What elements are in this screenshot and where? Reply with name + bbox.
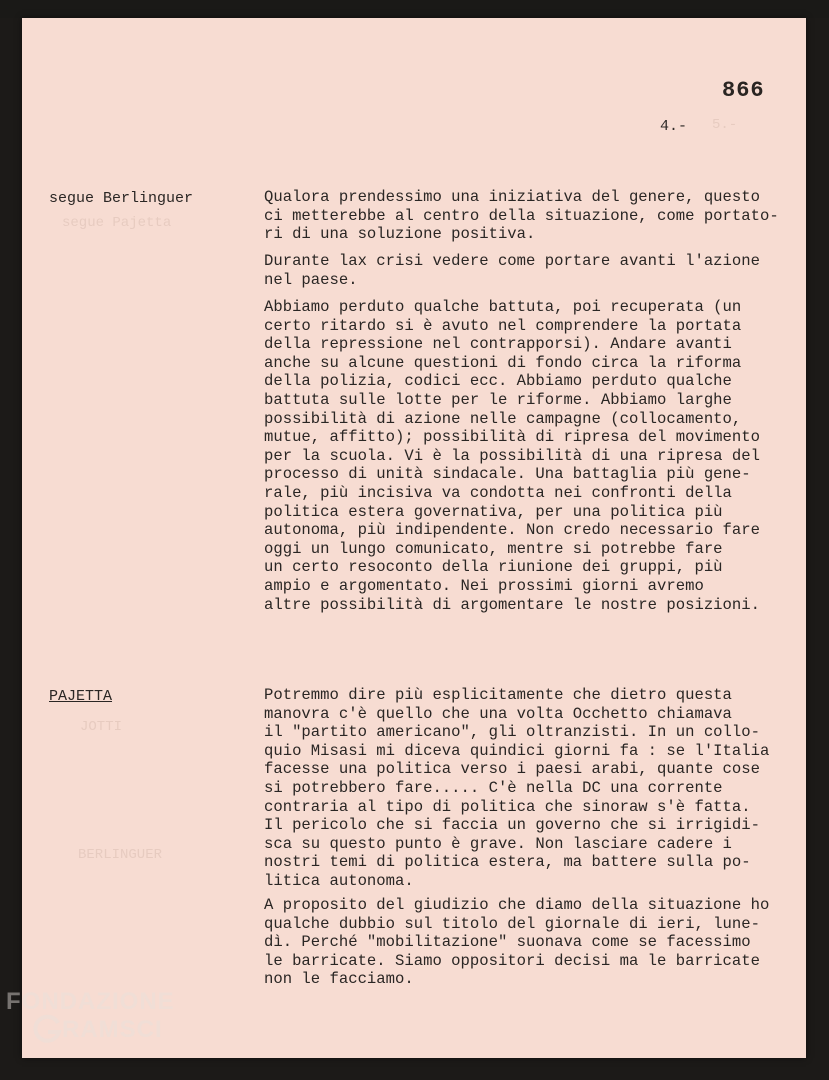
speaker-label-berlinguer: segue Berlinguer [49, 190, 194, 207]
watermark-line-1: FONDAZIONE [6, 988, 175, 1015]
show-through-ghost-2: JOTTI [80, 719, 123, 735]
paragraph: A proposito del giudizio che diamo della situazione ho qualche dubbio sul titolo del giornale di ieri, lune- dì. Perché "mobilitazione" suonava come se facessimo le barricate. Siamo oppositori decisi ma le barricate non le facciamo. [264, 896, 770, 989]
paragraph: Abbiamo perduto qualche battuta, poi recuperata (un certo ritardo si è avuto nel comprendere la portata della repressione nel contrapporsi). Andare avanti anche su alcune questioni di fondo circa la riforma della polizia, codici ecc. Abbiamo perduto qualche battuta sulle lotte per le riforme. Abbiamo larghe possibilità di azione nelle campagne (collocamento, mutue, affitto); possibilità di ripresa del movimento per la scuola. Vi è la possibilità di una ripresa del processo di unità sindacale. Una battaglia più gene- rale, più incisiva va condotta nei confronti della politica estera governativa, per una politica più autonoma, più indipendente. Non credo necessario fare oggi un lungo comunicato, mentre si potrebbe fare un certo resoconto della riunione dei gruppi, più ampio e argomentato. Nei prossimi giorni avremo altre possibilità di argomentare le nostre posizioni. [264, 298, 760, 614]
show-through-ghost-3: BERLINGUER [78, 847, 163, 863]
gramsci-g-logo-icon [32, 1014, 62, 1044]
paragraph: Durante lax crisi vedere come portare avanti l'azione nel paese. [264, 252, 760, 289]
speaker-label-pajetta: PAJETTA [49, 688, 113, 705]
show-through-ghost-1: segue Pajetta [62, 215, 172, 231]
paragraph: Potremmo dire più esplicitamente che dietro questa manovra c'è quello che una volta Occhetto chiamava il "partito americano", gli oltranzisti. In un collo- quio Misasi mi diceva quindici giorni fa : se l'Italia facesse una politica verso i paesi arabi, quante cose si potrebbero fare..... C'è nella DC una corrente contraria al tipo di politica che sinoraw s'è fatta. Il pericolo che si faccia un governo che si irrigidi- sca su questo punto è grave. Non lasciare cadere i nostri temi di politica estera, ma battere sulla po- litica autonoma. [264, 686, 770, 890]
document-page [22, 18, 806, 1058]
paragraph: Qualora prendessimo una iniziativa del genere, questo ci metterebbe al centro della situazione, come portato- ri di una soluzione positiva. [264, 188, 779, 244]
sheet-number: 4.- [660, 118, 688, 135]
scanner-top-band [0, 0, 829, 18]
watermark-line-2: RAMSCI [62, 1016, 163, 1043]
show-through-ghost-4: 5.- [712, 117, 738, 133]
page-number: 866 [722, 78, 765, 103]
fondazione-gramsci-watermark [2, 988, 212, 1058]
